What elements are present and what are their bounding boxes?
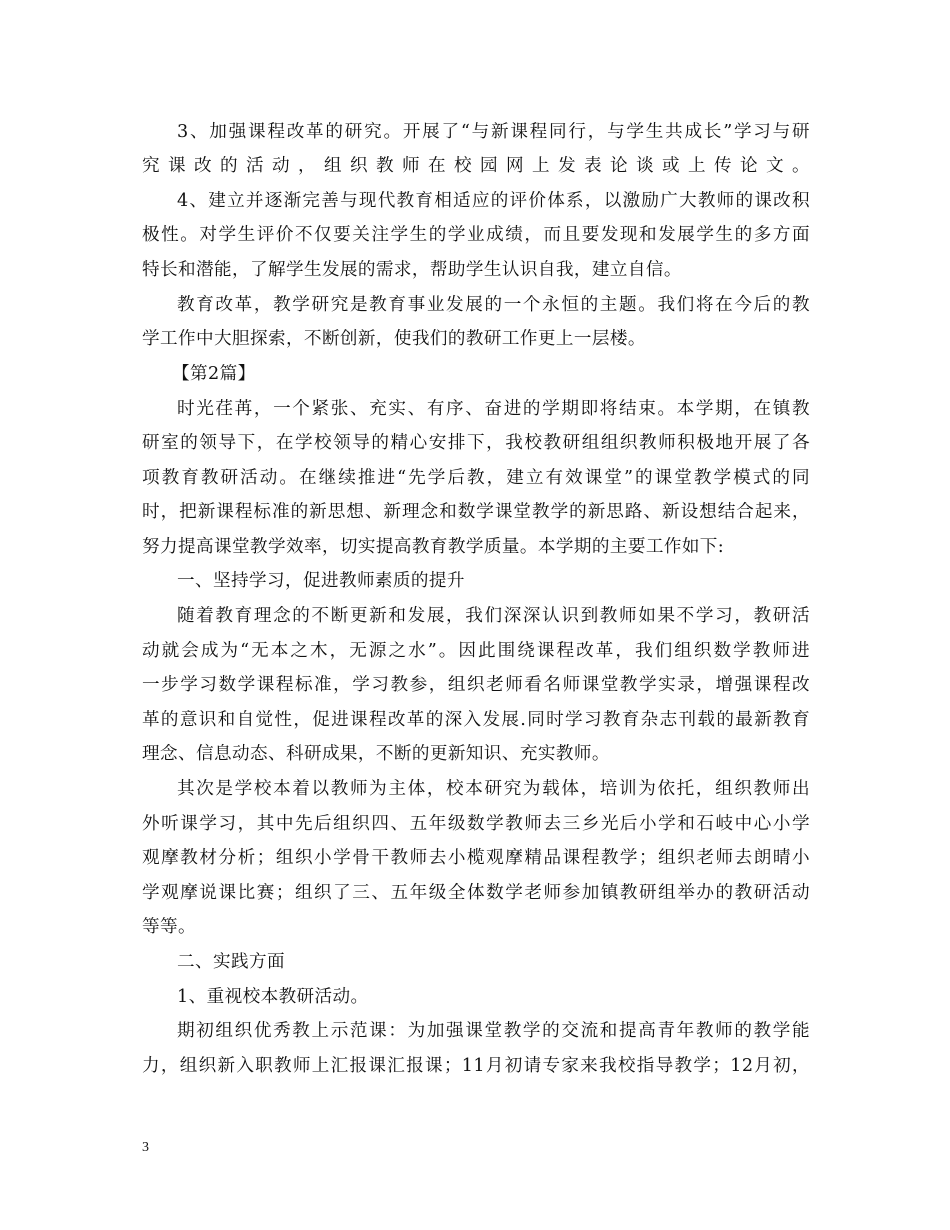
paragraph-line: 4、建立并逐渐完善与现代教育相适应的评价体系，以激励广大教师的课改积 <box>177 191 810 211</box>
subsection-heading: 二、实践方面 <box>177 952 285 972</box>
paragraph-line: 观摩教材分析；组织小学骨干教师去小榄观摩精品课程教学；组织老师去朗晴小 <box>142 848 810 868</box>
paragraph-line: 极性。对学生评价不仅要关注学生的学业成绩，而且要发现和发展学生的多方面 <box>142 225 810 245</box>
paragraph-line: 动就会成为“无本之木，无源之水”。因此围绕课程改革，我们组织数学教师进 <box>142 641 810 661</box>
paragraph-line: 教育改革，教学研究是教育事业发展的一个永恒的主题。我们将在今后的教 <box>177 295 810 315</box>
paragraph-line: 一步学习数学课程标准，学习教参，组织老师看名师课堂教学实录，增强课程改 <box>142 675 810 695</box>
paragraph-line: 3、加强课程改革的研究。开展了“与新课程同行，与学生共成长”学习与研 <box>177 122 810 142</box>
paragraph-line: 究课改的活动，组织教师在校园网上发表论谈或上传论文。 <box>142 156 810 176</box>
page-number: 3 <box>142 1140 149 1155</box>
paragraph-line: 时，把新课程标准的新思想、新理念和数学课堂教学的新思路、新设想结合起来， <box>142 502 810 522</box>
paragraph-line: 特长和潜能，了解学生发展的需求，帮助学生认识自我，建立自信。 <box>142 260 682 280</box>
paragraph-line: 学观摩说课比赛；组织了三、五年级全体数学老师参加镇教研组举办的教研活动 <box>142 883 810 903</box>
section-heading: 【第2篇】 <box>172 364 256 384</box>
paragraph-line: 革的意识和自觉性，促进课程改革的深入发展.同时学习教育杂志刊载的最新教育 <box>142 710 810 730</box>
paragraph-line: 外听课学习，其中先后组织四、五年级数学教师去三乡光后小学和石岐中心小学 <box>142 814 810 834</box>
paragraph-line: 努力提高课堂教学效率，切实提高教育教学质量。本学期的主要工作如下: <box>142 537 725 557</box>
subsection-heading: 一、坚持学习，促进教师素质的提升 <box>177 571 465 591</box>
paragraph-line: 等等。 <box>142 917 196 937</box>
paragraph-line: 研室的领导下，在学校领导的精心安排下，我校教研组组织教师积极地开展了各 <box>142 433 810 453</box>
paragraph-line: 其次是学校本着以教师为主体，校本研究为载体，培训为依托，组织教师出 <box>177 779 810 799</box>
paragraph-line: 学工作中大胆探索，不断创新，使我们的教研工作更上一层楼。 <box>142 329 646 349</box>
paragraph-line: 项教育教研活动。在继续推进“先学后教，建立有效课堂”的课堂教学模式的同 <box>142 468 810 488</box>
paragraph-line: 理念、信息动态、科研成果，不断的更新知识、充实教师。 <box>142 744 610 764</box>
paragraph-line: 随着教育理念的不断更新和发展，我们深深认识到教师如果不学习，教研活 <box>177 606 810 626</box>
paragraph-line: 期初组织优秀教上示范课：为加强课堂教学的交流和提高青年教师的教学能 <box>177 1021 810 1041</box>
paragraph-line: 时光荏苒，一个紧张、充实、有序、奋进的学期即将结束。本学期，在镇教 <box>177 399 810 419</box>
paragraph-line: 力，组织新入职教师上汇报课汇报课；11月初请专家来我校指导教学；12月初， <box>142 1056 810 1076</box>
subsection-heading: 1、重视校本教研活动。 <box>177 987 369 1007</box>
